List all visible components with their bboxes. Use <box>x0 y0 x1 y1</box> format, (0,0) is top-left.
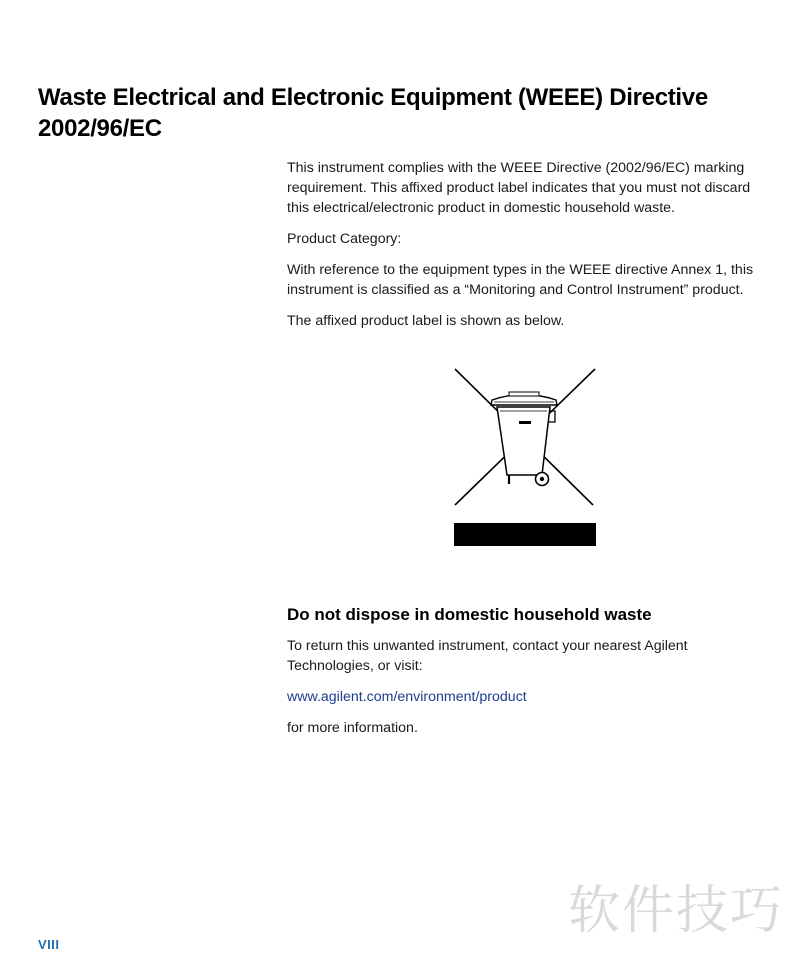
page-title: Waste Electrical and Electronic Equipment (WEEE) Directive 2002/96/EC <box>38 84 708 142</box>
product-category-label: Product Category: <box>287 231 402 247</box>
classification-paragraph: With reference to the equipment types in the WEEE directive Annex 1, this instrument is classified as a “Monitoring and Control Instrument” product. <box>287 262 754 298</box>
weee-content <box>287 158 767 749</box>
disposal-subheading: Do not dispose in domestic household waste <box>287 605 652 624</box>
label-intro-paragraph: The affixed product label is shown as below. <box>287 313 565 329</box>
return-paragraph: To return this unwanted instrument, contact your nearest Agilent Technologies, or visit: <box>287 638 688 674</box>
environment-link[interactable]: www.agilent.com/environment/product <box>287 689 527 705</box>
watermark-text: 软件技巧 <box>568 881 785 941</box>
page-number: VIII <box>38 937 60 952</box>
crossed-out-wheelie-bin-icon <box>452 367 597 562</box>
compliance-paragraph: This instrument complies with the WEEE Directive (2002/96/EC) marking requirement. This affixed product label indicates that you must not discard this electrical/electronic product in domestic household waste. <box>287 160 751 216</box>
product-label-figure <box>287 367 767 562</box>
more-info-text: for more information. <box>287 720 418 736</box>
environment-link-line <box>287 687 767 707</box>
